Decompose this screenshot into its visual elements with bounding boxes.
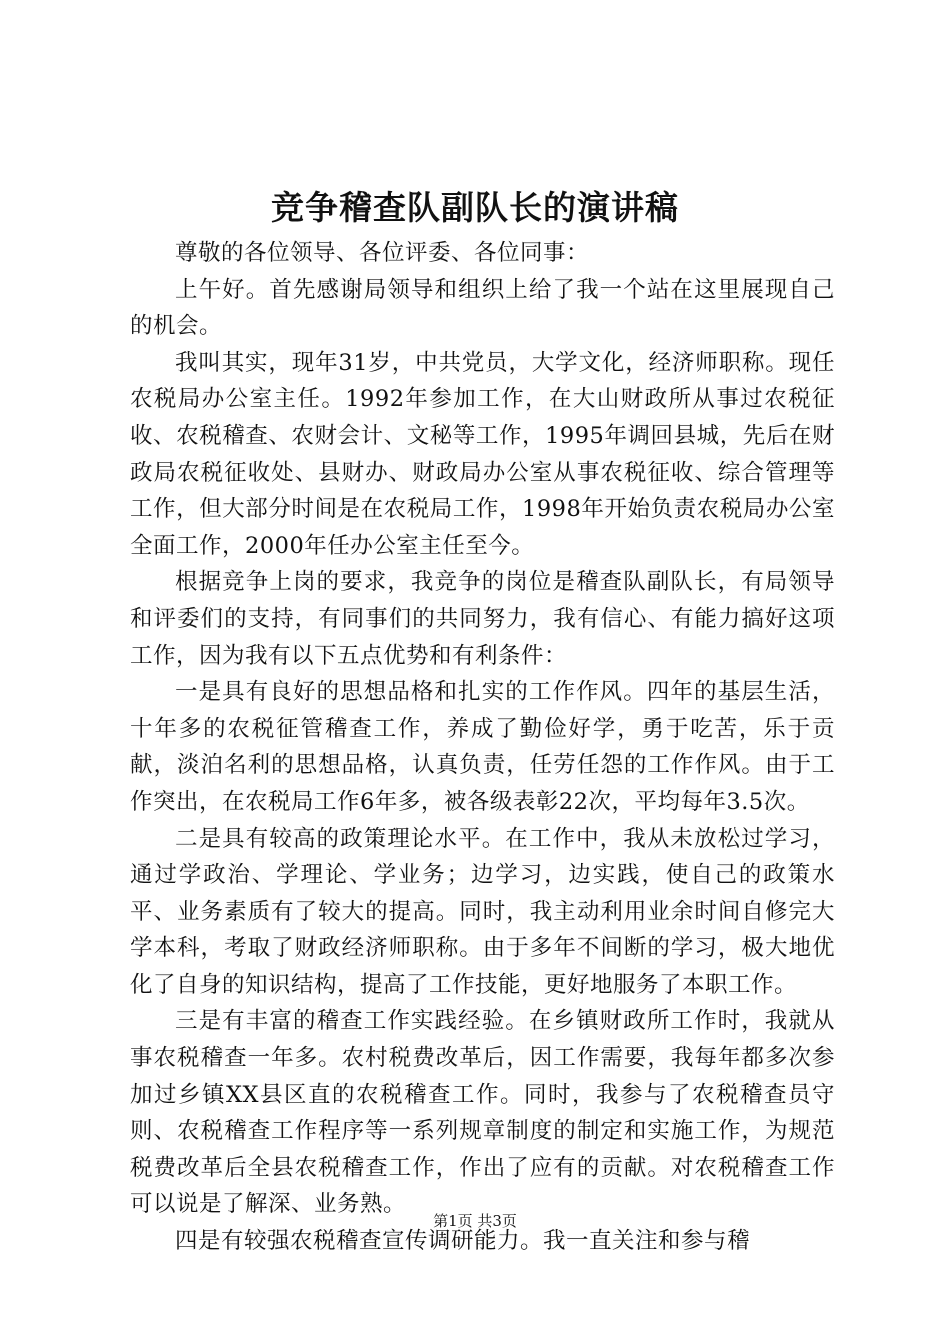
paragraph-advantage-three: 三是有丰富的稽查工作实践经验。在乡镇财政所工作时，我就从事农税稽查一年多。农村税费改革后，因工作需要，我每年都多次参加过乡镇XX县区直的农税稽查工作。同时，我参与了农税稽查员守则、农税稽查工作程序等一系列规章制度的制定和实施工作，为规范税费改革后全县农税稽查工作，作出了应有的贡献。对农税稽查工作可以说是了解深、业务熟。 xyxy=(130,1008,835,1218)
paragraph-advantage-one: 一是具有良好的思想品格和扎实的工作作风。四年的基层生活，十年多的农税征管稽查工作，养成了勤俭好学，勇于吃苦，乐于贡献，淡泊名利的思想品格，认真负责，任劳任怨的工作作风。由于工作突出，在农税局工作6年多，被各级表彰22次，平均每年3.5次。 xyxy=(130,679,835,815)
paragraph-position-statement: 根据竞争上岗的要求，我竞争的岗位是稽查队副队长，有局领导和评委们的支持，有同事们的共同努力，我有信心、有能力搞好这项工作，因为我有以下五点优势和有利条件： xyxy=(130,569,835,669)
paragraph-greeting: 尊敬的各位领导、各位评委、各位同事： xyxy=(175,240,590,266)
document-body xyxy=(130,235,835,1260)
paragraph-opening: 上午好。首先感谢局领导和组织上给了我一个站在这里展现自己的机会。 xyxy=(130,276,835,340)
document-title: 竞争稽查队副队长的演讲稿 xyxy=(271,188,679,227)
paragraph-self-introduction: 我叫其实，现年31岁，中共党员，大学文化，经济师职称。现任农税局办公室主任。1992年参加工作，在大山财政所从事过农税征收、农税稽查、农财会计、文秘等工作，1995年调回县城，先后在财政局农税征收处、县财办、财政局办公室从事农税征收、综合管理等工作，但大部分时间是在农税局工作，1998年开始负责农税局办公室全面工作，2000年任办公室主任至今。 xyxy=(130,349,835,559)
paragraph-advantage-two: 二是具有较高的政策理论水平。在工作中，我从未放松过学习，通过学政治、学理论、学业务；边学习，边实践，使自己的政策水平、业务素质有了较大的提高。同时，我主动利用业余时间自修完大学本科，考取了财政经济师职称。由于多年不间断的学习，极大地优化了自身的知识结构，提高了工作技能，更好地服务了本职工作。 xyxy=(130,825,835,998)
paragraph-advantage-four: 四是有较强农税稽查宣传调研能力。我一直关注和参与稽 xyxy=(175,1228,751,1255)
page-number-footer: 第1页 共3页 xyxy=(433,1212,517,1230)
